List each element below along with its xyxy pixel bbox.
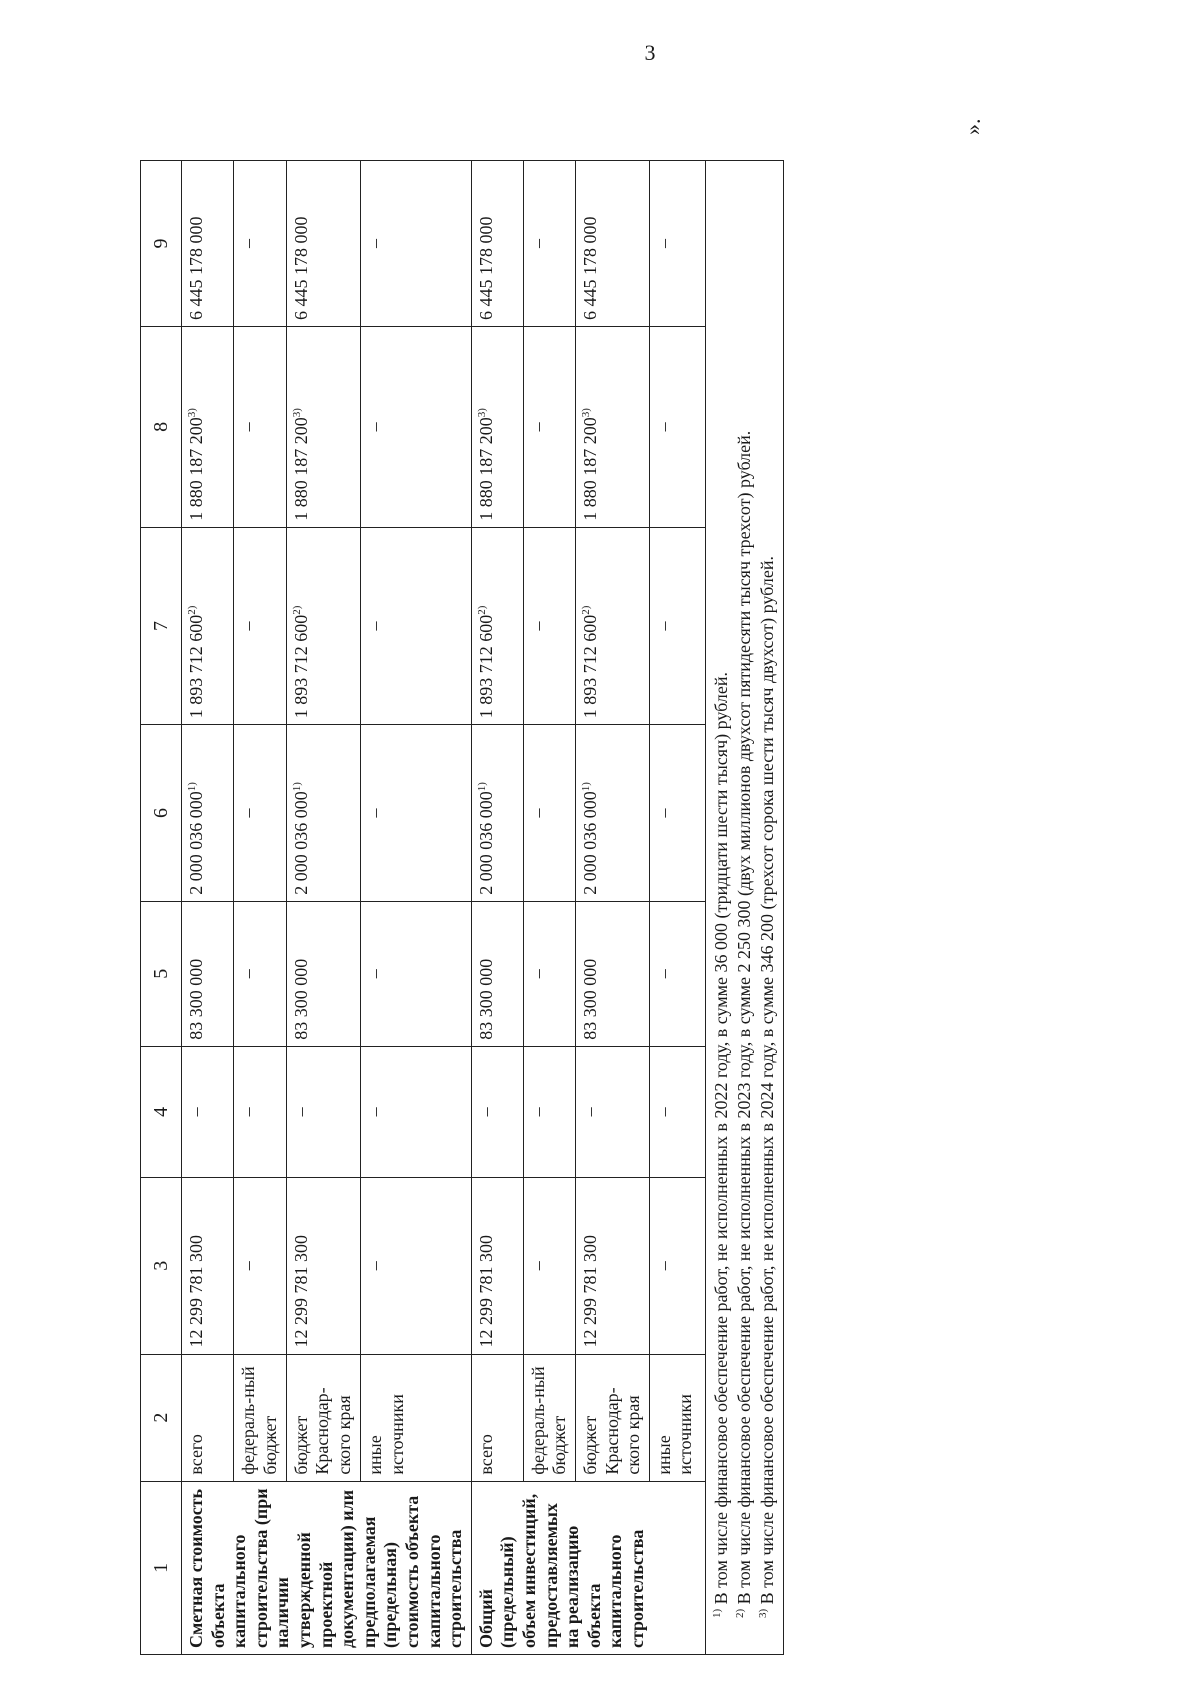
footnote-ref: 2) xyxy=(290,605,303,615)
value-text: 2 000 036 000 xyxy=(475,791,496,895)
value-cell xyxy=(182,725,234,902)
value-text: 2 000 036 000 xyxy=(579,791,600,895)
value-cell: 83 300 000 xyxy=(575,901,649,1046)
source-cell: всего xyxy=(182,1354,234,1481)
column-header-7: 7 xyxy=(141,527,182,725)
value-cell: – xyxy=(361,527,472,725)
value-cell: – xyxy=(361,327,472,528)
footnote-ref: 2) xyxy=(475,605,488,615)
column-header-1: 1 xyxy=(141,1481,182,1654)
value-cell: – xyxy=(649,527,705,725)
table-row xyxy=(649,161,705,1655)
value-cell: – xyxy=(523,1046,575,1177)
column-header-3: 3 xyxy=(141,1178,182,1355)
column-header-8: 8 xyxy=(141,327,182,528)
value-cell: – xyxy=(286,1046,360,1177)
column-header-9: 9 xyxy=(141,161,182,327)
footnote-3 xyxy=(756,167,779,1648)
footnote-text: В том числе финансовое обеспечение работ, не исполненных в 2024 году, в сумме 346 200 (трехсот сорока шести тысяч двухсот) рублей. xyxy=(756,556,777,1605)
value-text: 1 880 187 200 xyxy=(579,417,600,521)
value-text: 2 000 036 000 xyxy=(290,791,311,895)
header-row xyxy=(141,161,182,1655)
value-cell xyxy=(286,725,360,902)
value-text: 1 880 187 200 xyxy=(186,417,206,521)
column-header-6: 6 xyxy=(141,725,182,902)
footnote-ref: 3) xyxy=(186,408,198,418)
value-cell xyxy=(286,527,360,725)
value-cell: – xyxy=(649,725,705,902)
footnote-ref: 3) xyxy=(475,408,488,418)
value-text: 1 880 187 200 xyxy=(290,417,311,521)
column-header-4: 4 xyxy=(141,1046,182,1177)
value-cell: – xyxy=(523,901,575,1046)
footnote-ref: 3) xyxy=(290,408,303,418)
value-cell: 12 299 781 300 xyxy=(286,1178,360,1355)
footnote-text: В том числе финансовое обеспечение работ, не исполненных в 2022 году, в сумме 36 000 (тридцати шести тысяч) рублей. xyxy=(710,672,731,1605)
footnote-mark: 3) xyxy=(756,1608,769,1618)
row-group-label: Общий (предельный) объем инвестиций, предоставляемых на реализацию объекта капитального строительства xyxy=(471,1481,705,1654)
value-cell: – xyxy=(234,1178,287,1355)
footnote-ref: 3) xyxy=(579,408,592,418)
value-cell: – xyxy=(523,527,575,725)
value-text: 1 893 712 600 xyxy=(475,614,496,719)
table-row xyxy=(234,161,287,1655)
value-cell: 6 445 178 000 xyxy=(575,161,649,327)
value-cell: – xyxy=(649,1178,705,1355)
footnote-ref: 1) xyxy=(290,782,303,792)
value-cell: – xyxy=(234,161,287,327)
value-cell: 6 445 178 000 xyxy=(182,161,234,327)
table-row xyxy=(575,161,649,1655)
value-text: 1 893 712 600 xyxy=(579,614,600,719)
financing-table xyxy=(140,160,784,1655)
source-cell: федераль-ный бюджет xyxy=(234,1354,287,1481)
closing-quote-mark: ». xyxy=(960,118,985,135)
value-cell xyxy=(575,527,649,725)
source-cell: федераль-ный бюджет xyxy=(523,1354,575,1481)
value-cell xyxy=(471,725,523,902)
value-text: 1 880 187 200 xyxy=(475,417,496,521)
value-cell: 83 300 000 xyxy=(471,901,523,1046)
value-cell: – xyxy=(234,901,287,1046)
source-cell: бюджет Краснодар-ского края xyxy=(575,1354,649,1481)
value-text: 2 000 036 000 xyxy=(186,791,206,895)
value-text: 1 893 712 600 xyxy=(290,614,311,719)
source-cell: всего xyxy=(471,1354,523,1481)
value-cell: – xyxy=(361,1046,472,1177)
footnote-ref: 2) xyxy=(186,605,198,615)
source-cell: бюджет Краснодар-ского края xyxy=(286,1354,360,1481)
value-cell: – xyxy=(234,327,287,528)
footnote-1 xyxy=(710,167,733,1648)
value-cell xyxy=(575,327,649,528)
footnotes-cell xyxy=(705,161,783,1655)
value-cell: 12 299 781 300 xyxy=(182,1178,234,1355)
value-cell: 83 300 000 xyxy=(286,901,360,1046)
footnote-text: В том числе финансовое обеспечение работ, не исполненных в 2023 году, в сумме 2 250 300 (двух миллионов двухсот пятидесяти тысяч трехсот) рублей. xyxy=(733,430,754,1605)
value-cell xyxy=(471,527,523,725)
value-cell: – xyxy=(523,1178,575,1355)
value-cell: – xyxy=(523,161,575,327)
source-cell: иные источники xyxy=(361,1354,472,1481)
value-cell: – xyxy=(361,161,472,327)
value-cell: – xyxy=(471,1046,523,1177)
value-cell: – xyxy=(649,327,705,528)
value-cell: 6 445 178 000 xyxy=(286,161,360,327)
value-cell: – xyxy=(649,161,705,327)
footnote-ref: 1) xyxy=(579,782,592,792)
footnote-ref: 1) xyxy=(186,782,198,792)
table-row xyxy=(361,161,472,1655)
value-cell: – xyxy=(575,1046,649,1177)
value-cell: – xyxy=(361,901,472,1046)
value-cell: 83 300 000 xyxy=(182,901,234,1046)
value-cell: 6 445 178 000 xyxy=(471,161,523,327)
table-row xyxy=(286,161,360,1655)
value-cell: 12 299 781 300 xyxy=(471,1178,523,1355)
value-cell: – xyxy=(361,1178,472,1355)
value-cell: – xyxy=(523,327,575,528)
value-cell xyxy=(575,725,649,902)
footnote-mark: 2) xyxy=(733,1608,746,1618)
value-cell: – xyxy=(234,527,287,725)
value-cell: – xyxy=(234,1046,287,1177)
row-group-label: Сметная стоимость объекта капитального строительства (при наличии утвержденной проектной документации) или предполагаемая (предельная) стоимость объекта капитального строительства xyxy=(182,1481,472,1654)
value-cell: – xyxy=(182,1046,234,1177)
value-cell xyxy=(182,527,234,725)
footnote-ref: 2) xyxy=(579,605,592,615)
value-cell: – xyxy=(523,725,575,902)
table-row xyxy=(523,161,575,1655)
footnotes-row xyxy=(705,161,783,1655)
value-cell xyxy=(182,327,234,528)
column-header-2: 2 xyxy=(141,1354,182,1481)
value-cell: – xyxy=(234,725,287,902)
value-cell xyxy=(471,327,523,528)
value-cell: – xyxy=(649,901,705,1046)
rotated-table-page xyxy=(140,95,1080,1655)
value-cell xyxy=(286,327,360,528)
value-cell: 12 299 781 300 xyxy=(575,1178,649,1355)
source-cell: иные источники xyxy=(649,1354,705,1481)
footnote-mark: 1) xyxy=(710,1608,723,1618)
table-row xyxy=(471,161,523,1655)
table-row xyxy=(182,161,234,1655)
footnote-2 xyxy=(733,167,756,1648)
column-header-5: 5 xyxy=(141,901,182,1046)
page-number: 3 xyxy=(644,40,656,65)
footnote-ref: 1) xyxy=(475,782,488,792)
value-cell: – xyxy=(361,725,472,902)
value-text: 1 893 712 600 xyxy=(186,614,206,719)
value-cell: – xyxy=(649,1046,705,1177)
